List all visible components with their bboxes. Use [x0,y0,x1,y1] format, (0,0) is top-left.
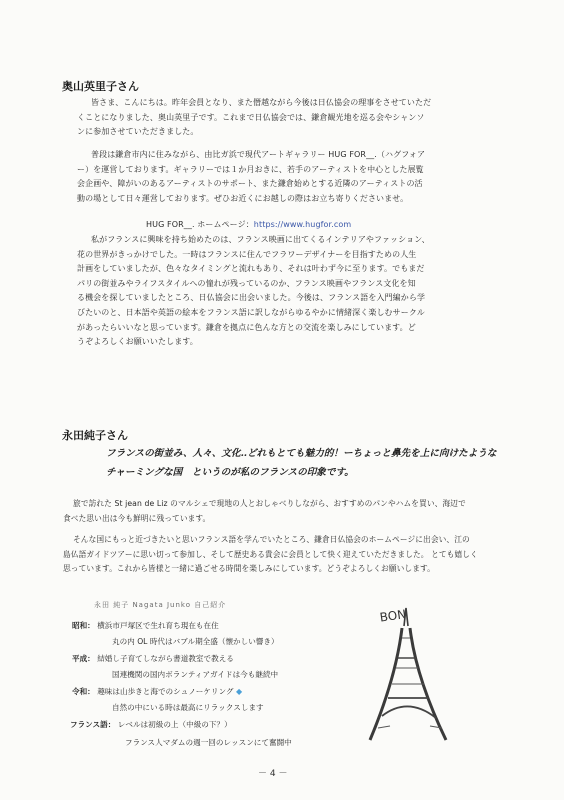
eiffel-tower-illustration [352,598,472,748]
profile-text: フランス人マダムの週一回のレッスンにて奮闘中 [125,738,292,747]
profile-row [70,719,232,730]
text-line: 計画をしていましたが、色々なタイミングと流れもあり、それは叶わず今に至ります。でもまだ [77,264,425,274]
text-line: 食べた思い出は今も鮮明に残っています。 [63,513,211,523]
profile-text: レベルは初級の上（中級の下？） [117,720,232,729]
profile-text: 丸の内 OL 時代はバブル期全盛（懐かしい響き） [112,637,279,646]
profile-row [125,737,292,748]
profile-text: 横浜市戸塚区で生れ育ち現在も在住 [97,621,219,630]
text-line: 皆さま、こんにちは。昨年会員となり、また僭越ながら今後は日仏協会の理事をさせていただ [91,98,432,107]
section1-paragraph-1 [77,96,487,140]
homepage-line [146,218,351,233]
profile-row [72,686,242,697]
profile-row [72,620,219,631]
text-line: 会企画や、障がいのあるアーティストのサポート、また鎌倉始めとする近隣のアーティストの活 [77,179,423,189]
text-line: 思っています。これから皆様と一緒に過ごせる時間を楽しみにしています。どうぞよろしくお願いします。 [63,564,435,574]
profile-text: 趣味は山歩きと海でのシュノーケリング [97,687,234,696]
profile-text: 自然の中にいる時は最高にリラックスします [112,703,264,712]
profile-row [112,636,279,647]
profile-era-label: 令和： [72,687,95,696]
profile-era-label: フランス語： [70,720,116,729]
text-line: があったらいいなと思っています。鎌倉を拠点に色んな方との交流を楽しみにしています。ど [77,322,416,332]
homepage-label: HUG FOR__. ホームページ： [146,220,254,229]
text-line: ー）を運営しております。ギャラリーでは１か月おきに、若手のアーティストを中心とした展覧 [77,164,424,174]
profile-title: 永田 純子 Nagata Junko 自己紹介 [94,601,227,609]
tower-handwritten-text: BON [378,607,408,625]
text-line: る機会を探していましたところ、日仏協会に出会いました。今後は、フランス語を入門編から学 [77,293,426,303]
text-line: 島仏語ガイドツアーに思い切って参加し、そして歴史ある貴会に会員として快く迎えていただきました。 とても嬉しく [63,549,478,559]
text-line: くことになりました、奥山英里子です。これまで日仏協会では、鎌倉観光地を巡る会やシャンソ [77,112,425,122]
text-line: 普段は鎌倉市内に住みながら、由比ガ浜で現代アートギャラリー HUG FOR__.（ハグフォア [91,150,426,159]
diamond-icon: ◆ [235,687,243,696]
page-number: － 4 － [258,769,288,779]
text-line: 旅で訪れた St jean de Liz のマルシェで現地の人とおしゃべりしながら、おすすめのパンやハムを買い、海辺で [73,499,466,508]
section1-paragraph-2 [77,148,487,206]
section2-paragraph-2 [63,533,478,577]
profile-era-label: 昭和： [72,621,95,630]
impression-quote [106,444,497,482]
section1-paragraph-3 [77,233,487,350]
profile-row [112,702,264,713]
profile-row [112,669,278,680]
text-line: びたいのと、日本語や英語の絵本をフランス語に訳しながらゆるやかに情緒深く楽しむサークル [77,307,425,317]
text-line: 動の場として日々運営しております。ぜひお近くにお越しの際はお立ち寄りくださいませ。 [77,193,409,203]
section2-heading: 永田純子さん [62,429,128,442]
section1-heading: 奥山英里子さん [62,80,139,93]
profile-row [72,653,234,664]
text-line: パリの街並みやライフスタイルへの憧れが残っているのか、フランス映画やフランス文化を知 [77,278,416,288]
quote-line: フランスの街並み、人々、文化‥どれもとても魅力的！ーちょっと鼻先を上に向けたような [106,448,497,459]
profile-text: 結婚し子育てしながら書道教室で教える [97,654,234,663]
text-line: 花の世界がきっかけでした。一時はフランスに住んでフラワーデザイナーを目指すための人生 [77,249,417,259]
text-line: ンに参加させていただきました。 [77,127,199,137]
section2-paragraph-1 [63,497,466,526]
text-line: そんな国にもっと近づきたいと思いフランス語を学んでいたところ、鎌倉日仏協会のホームページに出会い、江の [73,535,470,544]
profile-era-label: 平成： [72,654,95,663]
profile-text: 国連機関の国内ボランティアガイドは今も継続中 [112,670,279,679]
text-line: 私がフランスに興味を持ち始めたのは、フランス映画に出てくるインテリアやファッション、 [91,235,430,244]
quote-line: チャーミングな国 というのが私のフランスの印象です。 [106,467,354,478]
homepage-link[interactable]: https://www.hugfor.com [253,220,352,229]
text-line: うぞよろしくお願いいたします。 [77,337,198,347]
